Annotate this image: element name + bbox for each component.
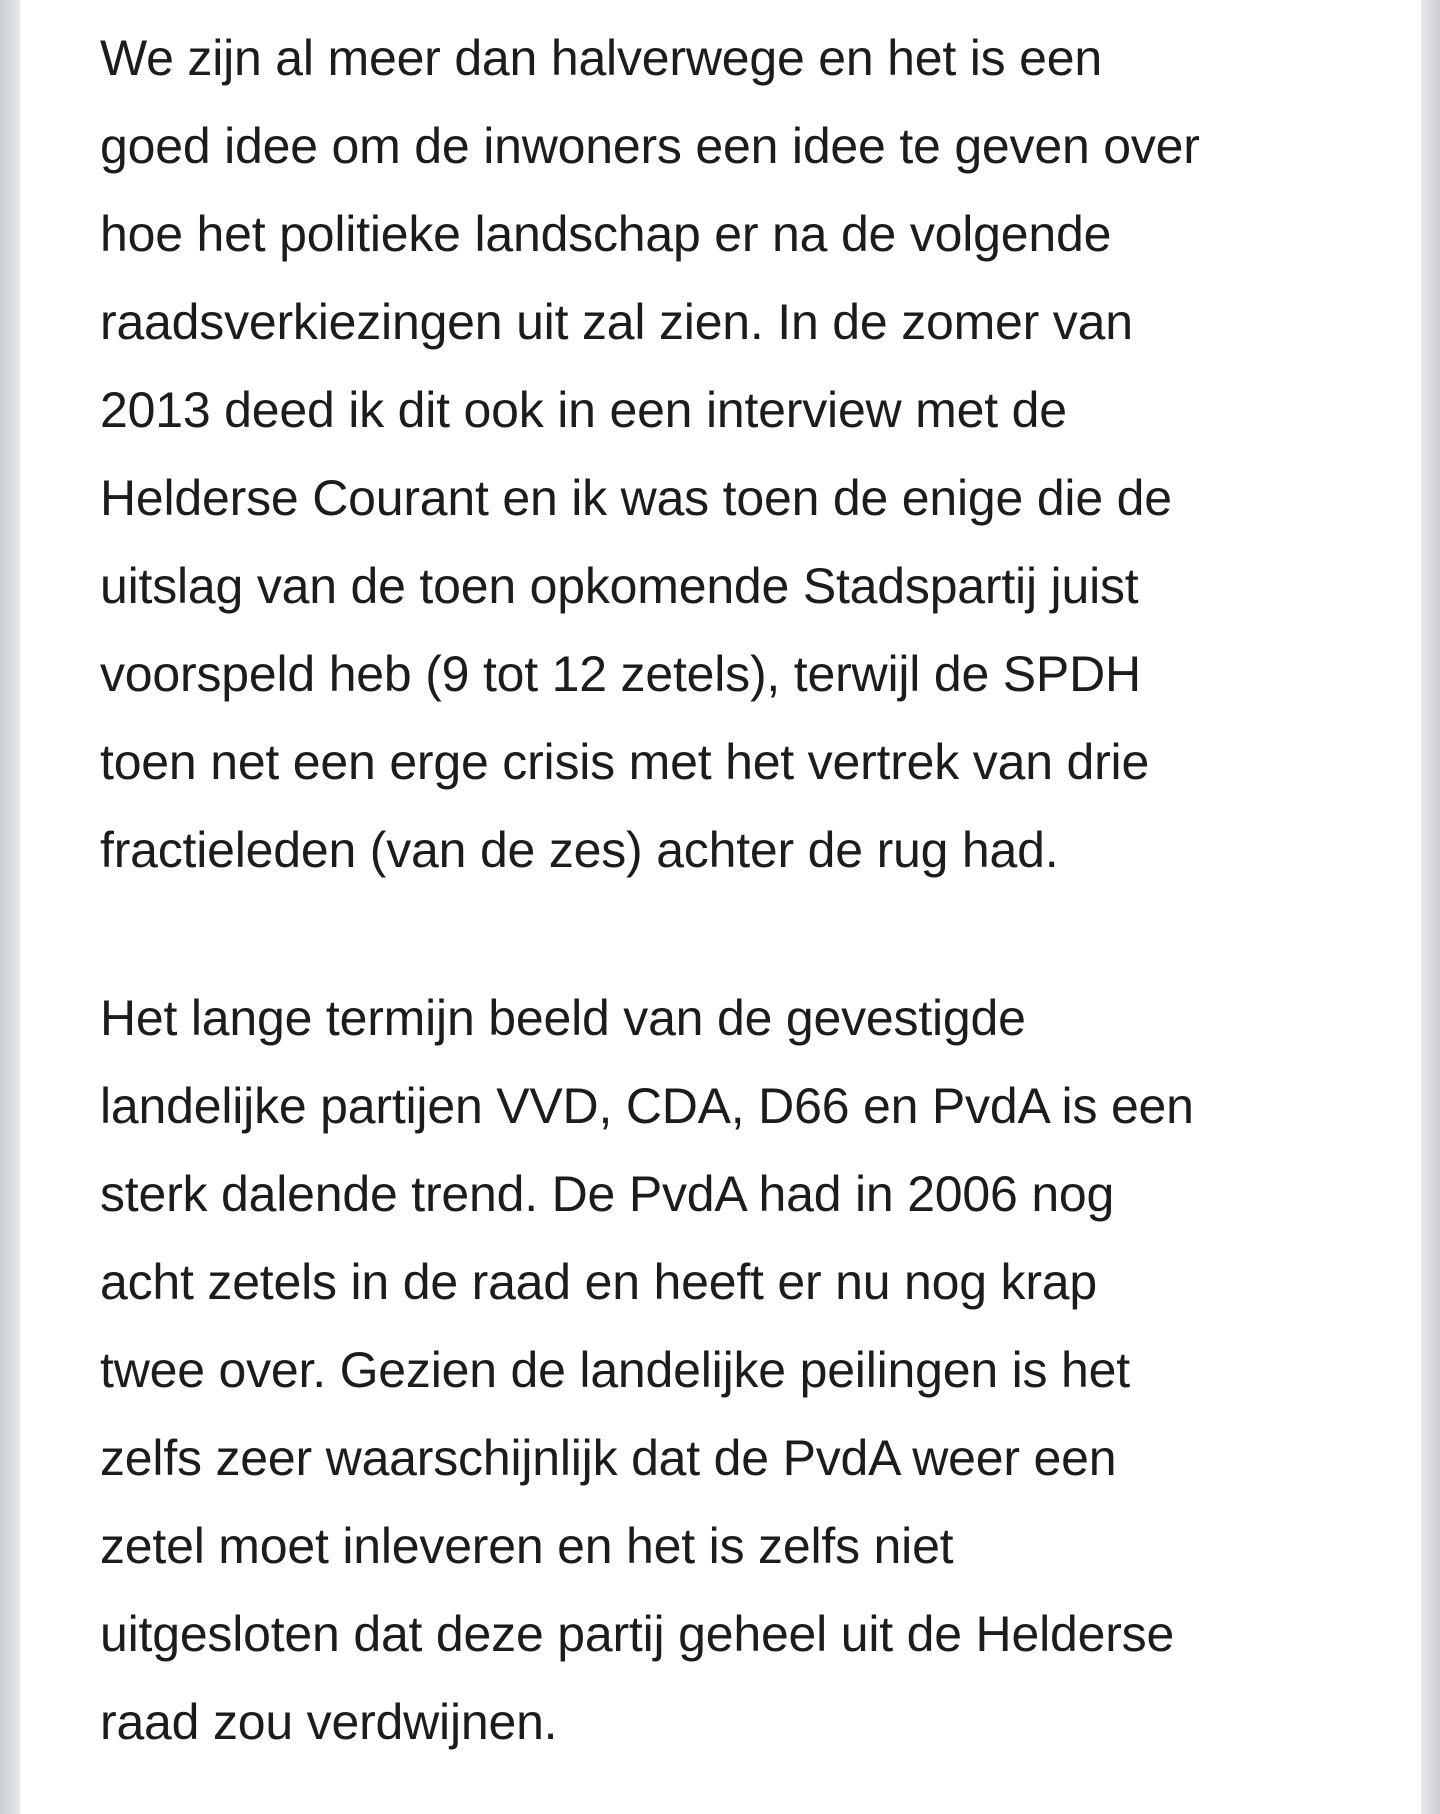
paragraph-spacer <box>100 894 1360 974</box>
paragraph-line: twee over. Gezien de landelijke peilingen is het <box>100 1342 1130 1398</box>
paragraph-line: zetel moet inleveren en het is zelfs niet <box>100 1518 954 1574</box>
paragraph-line: hoe het politieke landschap er na de volgende <box>100 206 1112 262</box>
paragraph-line: We zijn al meer dan halverwege en het is een <box>100 30 1102 86</box>
paragraph-line: raad zou verdwijnen. <box>100 1694 558 1750</box>
article-body <box>100 14 1360 1766</box>
paragraph-line: zelfs zeer waarschijnlijk dat de PvdA weer een <box>100 1430 1117 1486</box>
background-left-edge <box>0 0 20 1814</box>
paragraph-line: sterk dalende trend. De PvdA had in 2006 nog <box>100 1166 1115 1222</box>
paragraph-2 <box>100 974 1360 1766</box>
paragraph-line: raadsverkiezingen uit zal zien. In de zomer van <box>100 294 1133 350</box>
paragraph-line: goed idee om de inwoners een idee te geven over <box>100 118 1200 174</box>
paragraph-1 <box>100 14 1360 894</box>
paragraph-line: landelijke partijen VVD, CDA, D66 en PvdA is een <box>100 1078 1194 1134</box>
paragraph-line: toen net een erge crisis met het vertrek van drie <box>100 734 1150 790</box>
paragraph-line: uitslag van de toen opkomende Stadspartij juist <box>100 558 1139 614</box>
paragraph-line: acht zetels in de raad en heeft er nu nog krap <box>100 1254 1098 1310</box>
article-card <box>20 0 1421 1814</box>
paragraph-line: uitgesloten dat deze partij geheel uit de Helderse <box>100 1606 1175 1662</box>
paragraph-line: Helderse Courant en ik was toen de enige die de <box>100 470 1172 526</box>
paragraph-line: Het lange termijn beeld van de gevestigde <box>100 990 1026 1046</box>
paragraph-line: 2013 deed ik dit ook in een interview met de <box>100 382 1067 438</box>
paragraph-line: voorspeld heb (9 tot 12 zetels), terwijl de SPDH <box>100 646 1141 702</box>
paragraph-line: fractieleden (van de zes) achter de rug had. <box>100 822 1059 878</box>
background-right-edge <box>1421 0 1440 1814</box>
